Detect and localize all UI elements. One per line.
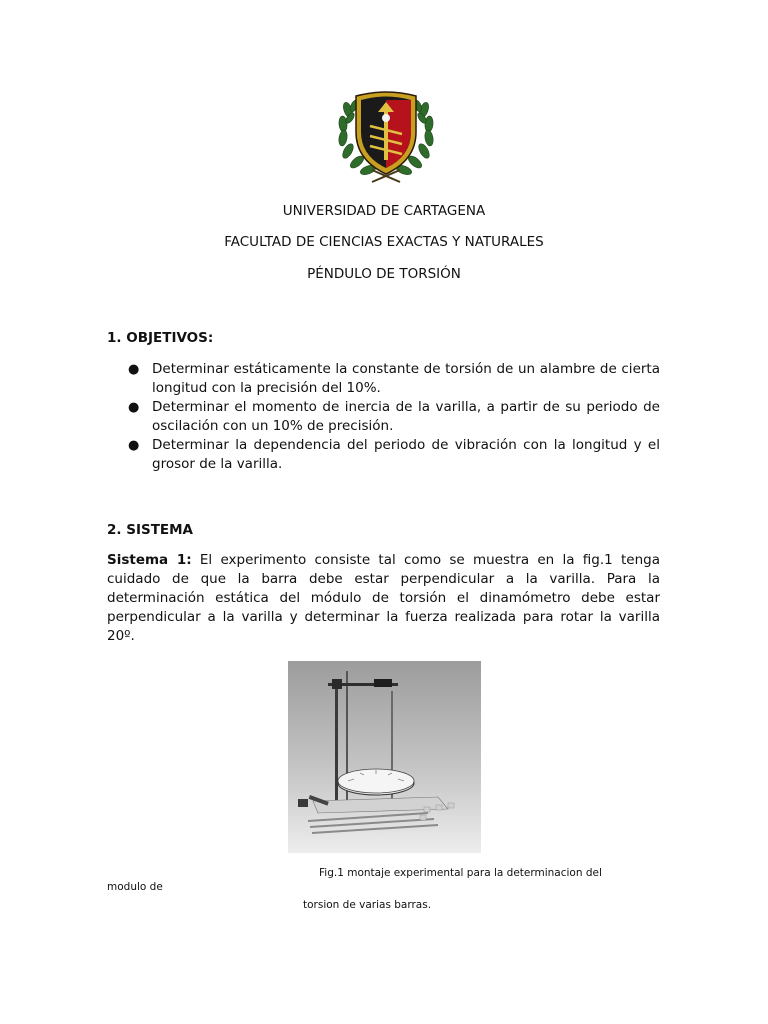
page-title: PÉNDULO DE TORSIÓN [307,266,461,282]
figure-caption-line2: modulo de [107,881,163,893]
bullet-icon: ● [128,362,140,377]
figure-caption-line3: torsion de varias barras. [303,899,432,911]
system-paragraph [107,551,660,646]
bullet-icon: ● [128,400,140,415]
objectives-list [107,360,660,474]
list-item [107,398,660,436]
objective-text: Determinar la dependencia del periodo de vibración con la longitud y el grosor de la varilla. [152,437,660,472]
system-body: El experimento consiste tal como se muestra en la fig.1 tenga cuidado de que la barra debe estar perpendicular a la varilla. Para la determinación estática del módulo de torsión el dinamómetro debe estar perpendicular a la varilla y determinar la fuerza realizada para rotar la varilla 20º. [107,552,660,644]
university-crest-icon [334,88,438,186]
system-heading: 2. SISTEMA [107,522,194,538]
objective-text: Determinar estáticamente la constante de torsión de un alambre de cierta longitud con la precisión del 10%. [152,361,660,396]
objectives-heading: 1. OBJETIVOS: [107,330,214,346]
figure-caption-line1: Fig.1 montaje experimental para la determinacion del [319,867,602,879]
faculty-name: FACULTAD DE CIENCIAS EXACTAS Y NATURALES [224,234,544,250]
bullet-icon: ● [128,438,140,453]
torsion-pendulum-apparatus-photo [288,661,481,853]
university-name: UNIVERSIDAD DE CARTAGENA [282,203,486,219]
system-lead: Sistema 1: [107,552,192,568]
list-item [107,360,660,398]
list-item [107,436,660,474]
objective-text: Determinar el momento de inercia de la varilla, a partir de su periodo de oscilación con un 10% de precisión. [152,399,660,434]
